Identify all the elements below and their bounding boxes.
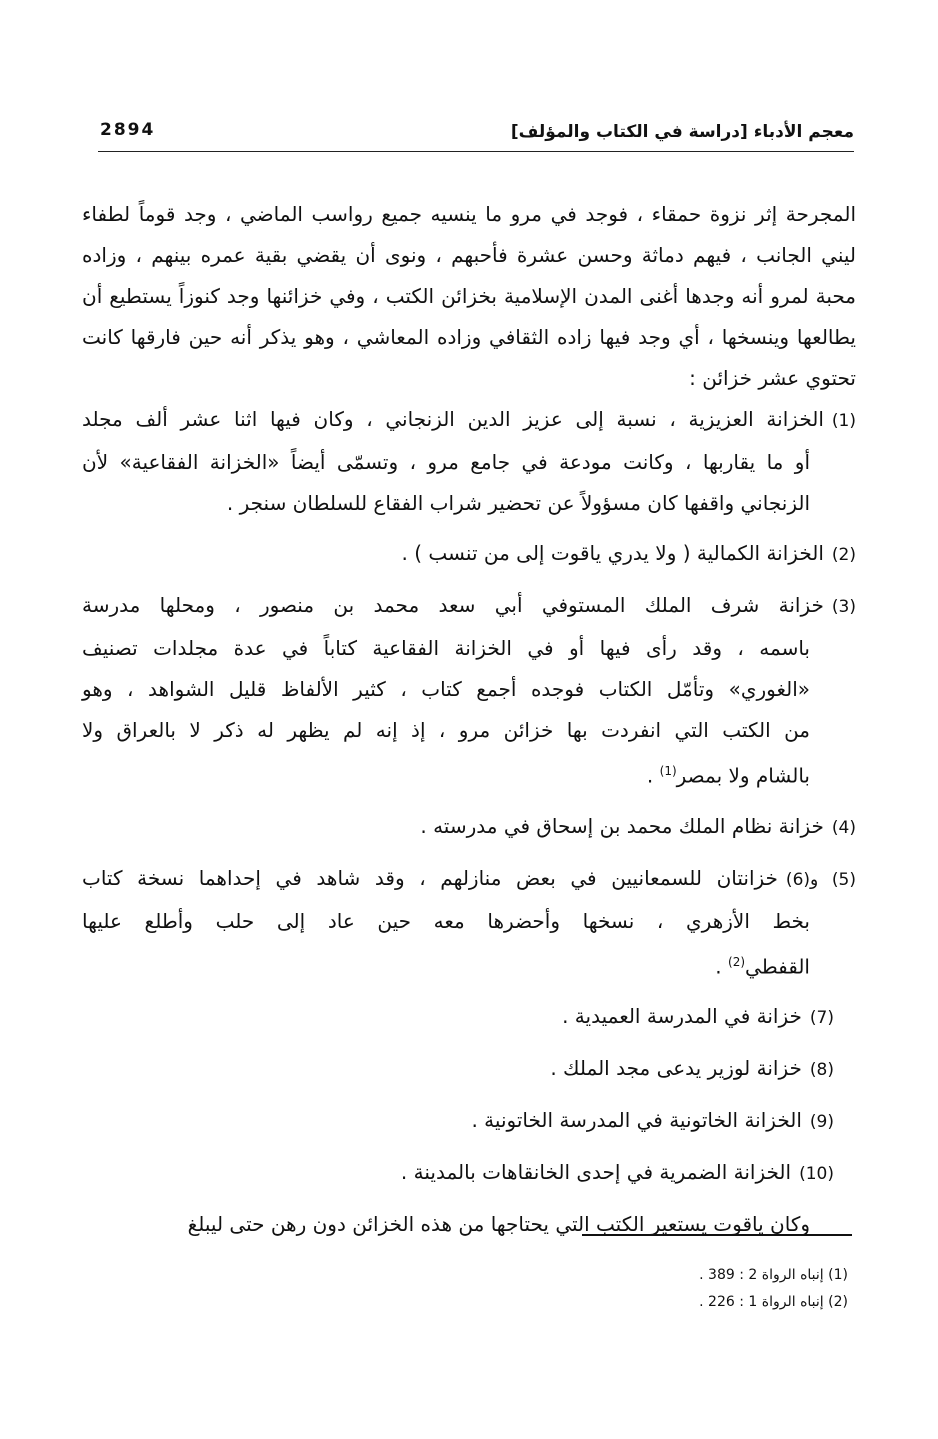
list-number: (10) [799, 1164, 834, 1185]
list-line: القفطي [745, 954, 810, 979]
list-line: الخزانة العزيزية ، نسبة إلى عزيز الدين الزنجاني ، وكان فيها اثنا عشر ألف مجلد [82, 407, 824, 431]
page-header [98, 118, 854, 152]
list-line: باسمه ، وقد رأى فيها أو في الخزانة الفقاعية كتاباً في عدة مجلدات تصنيف [82, 636, 810, 660]
intro-line: المعاشي ، وهو يذكر أنه حين فارقها كانت تحتوي عشر خزائن : [82, 325, 856, 390]
intro-line: لطفاء ليني الجانب ، فيهم دماثة وحسن عشرة فأحبهم ، ونوى أن يقضي بقية عمره [82, 202, 856, 267]
list-number: (3) [831, 597, 856, 617]
list-line: خزانة لوزير يدعى مجد الملك . [550, 1056, 802, 1081]
list-line: أو ما يقاربها ، وكانت مودعة في جامع مرو ، وتسمّى أيضاً «الخزانة الفقاعية» لأن [82, 450, 810, 474]
list-item-8 [82, 1048, 856, 1091]
list-item-5-6 [82, 858, 856, 988]
list-number: (5) و(6) [785, 869, 856, 890]
footnote-2: (2) إنباه الرواة 1 : 226 . [699, 1294, 848, 1310]
list-item-10 [82, 1152, 856, 1195]
list-number: (4) [831, 817, 856, 838]
list-line: «الغوري» وتأمّل الكتاب فوجده أجمع كتاب ، كثير الألفاظ قليل الشواهد ، وهو [82, 677, 810, 701]
list-line: من الكتب التي انفردت بها خزائن مرو ، إذ إنه لم يظهر له ذكر لا بالعراق ولا [82, 718, 810, 742]
list-item-3 [82, 585, 856, 797]
page-number: 2894 [100, 120, 156, 140]
list-line: بالشام ولا بمصر [676, 763, 810, 788]
intro-line: المجرحة إثر نزوة حمقاء ، فوجد في مرو ما ينسيه جميع رواسب الماضي ، وجد قوماً [138, 202, 857, 226]
intro-line: بينهم ، وزاده محبة لمرو أنه وجدها أغنى المدن الإسلامية بخزائن الكتب ، وفي [82, 243, 856, 308]
list-item-4 [82, 806, 856, 849]
header-rule [98, 151, 854, 152]
list-item-2 [82, 533, 856, 576]
list-line: الخزانة الضمرية في إحدى الخانقاهات بالمدينة . [400, 1160, 792, 1185]
list-item-9 [82, 1100, 856, 1143]
footnote-ref[interactable]: (2) [728, 954, 746, 969]
list-line: الزنجاني واقفها كان مسؤولاً عن تحضير شراب الفقاع للسلطان سنجر . [226, 491, 810, 515]
list-line: الخزانة الكمالية ( ولا يدري ياقوت إلى من تنسب ) . [401, 541, 824, 565]
list-item-1 [82, 399, 856, 524]
footnote-rule [582, 1234, 852, 1236]
footnote-1: (1) إنباه الرواة 2 : 389 . [699, 1267, 848, 1283]
list-line: خزانة نظام الملك محمد بن إسحاق في مدرسته . [420, 813, 824, 838]
footnote-ref[interactable]: (1) [659, 764, 677, 778]
list-line: خزانة في المدرسة العميدية . [562, 1004, 802, 1029]
intro-line: خزائنها وجد كنوزاً يستطيع أن يطالعها وينسخها ، أي وجد فيها زاده الثقافي وزاده [82, 284, 856, 349]
list-number: (1) [831, 411, 856, 431]
list-number: (2) [831, 545, 856, 565]
list-number: (8) [809, 1060, 834, 1081]
line-tail: . [646, 763, 660, 788]
list-line: خزانتان للسمعانيين في بعض منازلهم ، وقد شاهد في إحداهما نسخة كتاب [82, 865, 778, 890]
closing-line: وكان ياقوت يستعير الكتب التي يحتاجها من هذه الخزائن دون رهن حتى ليبلغ [187, 1212, 810, 1237]
footnotes [699, 1262, 848, 1316]
list-number: (7) [809, 1008, 834, 1029]
body-text [82, 194, 856, 1245]
list-line: الخزانة الخاتونية في المدرسة الخاتونية . [471, 1108, 802, 1133]
running-title: معجم الأدباء [دراسة في الكتاب والمؤلف] [510, 122, 854, 142]
line-tail: . [715, 954, 729, 979]
list-item-7 [82, 996, 856, 1039]
list-line: خزانة شرف الملك المستوفي أبي سعد محمد بن منصور ، ومحلها مدرسة [82, 593, 824, 617]
list-number: (9) [809, 1112, 834, 1133]
list-line: بخط الأزهري ، نسخها وأحضرها معه حين عاد إلى حلب وأطلع عليها [82, 908, 810, 933]
intro-paragraph [82, 194, 856, 399]
